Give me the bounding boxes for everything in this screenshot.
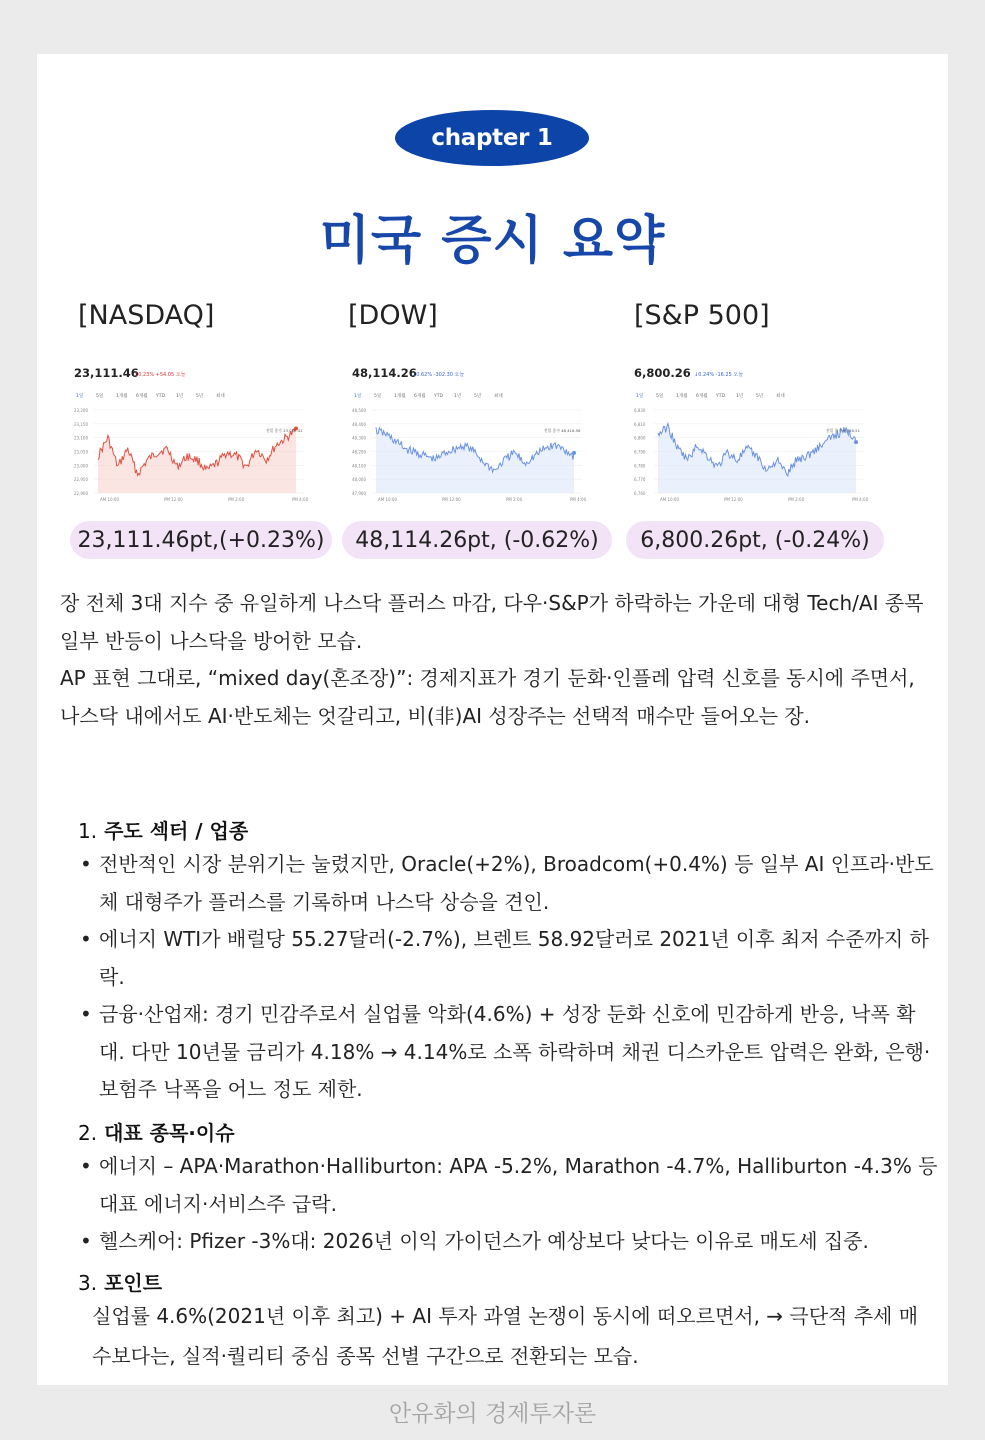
intro-line-2: AP 표현 그대로, “mixed day(혼조장)”: 경제지표가 경기 둔화·인플레 압력 신호를 동시에 주면서, 나스닥 내에서도 AI·반도체는 엇갈리고, 비(非)AI 성장주는 선택적 매수만 들어오는 장. bbox=[60, 666, 915, 728]
chart-y-tick: 6,790 bbox=[634, 449, 646, 455]
chart-tab: 6개월 bbox=[136, 394, 148, 399]
chart-y-tick: 47,900 bbox=[352, 491, 366, 496]
chart-y-tick: 6,770 bbox=[634, 477, 646, 483]
chart-tab: 6개월 bbox=[696, 394, 708, 399]
chart-tab: 최대 bbox=[494, 394, 503, 399]
chart-x-tick: PM 12:00 bbox=[164, 497, 183, 502]
chart-y-tick: 6,800 bbox=[634, 435, 646, 441]
chart-x-tick: PM 2:00 bbox=[506, 497, 523, 502]
list-item bbox=[80, 996, 940, 1109]
chart-area bbox=[376, 427, 574, 493]
chart-y-tick: 22,950 bbox=[74, 477, 88, 483]
chart-x-tick: PM 12:00 bbox=[442, 497, 461, 502]
chart-tab: YTD bbox=[434, 394, 443, 399]
chapter-label: chapter 1 bbox=[431, 125, 553, 151]
dow-caption: 48,114.26pt, (-0.62%) bbox=[342, 521, 612, 559]
section-3-heading bbox=[78, 1267, 162, 1296]
intro-paragraph bbox=[60, 585, 930, 735]
point-text: 실업률 4.6%(2021년 이후 최고) + AI 투자 과열 논쟁이 동시에 떠오르면서, → 극단적 추세 매수보다는, 실적·퀄리티 중심 종목 선별 구간으로 전환되는 모습. bbox=[92, 1304, 919, 1368]
chapter-badge bbox=[395, 110, 589, 166]
footer-brand: 안유화의 경제투자론 bbox=[388, 1401, 597, 1427]
chart-y-tick: 23,100 bbox=[74, 435, 88, 441]
chart-y-tick: 48,500 bbox=[352, 408, 366, 413]
chart-y-tick: 48,300 bbox=[352, 435, 366, 441]
list-item-text: 에너지 – APA·Marathon·Halliburton: APA -5.2%, Marathon -4.7%, Halliburton -4.3% 등 대표 에너지·서비스주 급락. bbox=[99, 1154, 938, 1216]
bullet-icon: • bbox=[80, 852, 92, 876]
chart-tab: 1일 bbox=[76, 394, 84, 399]
section-1-heading bbox=[78, 815, 248, 844]
index-label-nasdaq: [NASDAQ] bbox=[78, 300, 215, 331]
chart-prev-close: 전일 종가 23,057.41 bbox=[266, 428, 303, 433]
chart-y-tick: 48,200 bbox=[352, 449, 366, 455]
chart-x-tick: AM 10:00 bbox=[660, 497, 679, 502]
chart-y-tick: 22,900 bbox=[74, 491, 88, 496]
chart-y-tick: 23,150 bbox=[74, 421, 88, 427]
chart-tab: 1일 bbox=[636, 394, 644, 399]
chart-tab: 5일 bbox=[656, 394, 664, 399]
chart-x-tick: PM 4:00 bbox=[852, 497, 869, 502]
list-item-text: 금융·산업재: 경기 민감주로서 실업률 악화(4.6%) + 성장 둔화 신호에 민감하게 반응, 낙폭 확대. 다만 10년물 금리가 4.18% → 4.14%로 소폭 하락하며 채권 디스카운트 압력은 완화, 은행·보험주 낙폭을 어느 정도 제한. bbox=[99, 1002, 931, 1101]
chart-y-tick: 48,400 bbox=[352, 421, 366, 427]
sp500-chart bbox=[632, 360, 872, 510]
list-item-text: 전반적인 시장 분위기는 눌렸지만, Oracle(+2%), Broadcom(+0.4%) 등 일부 AI 인프라·반도체 대형주가 플러스를 기록하며 나스닥 상승을 견인. bbox=[99, 852, 934, 914]
chart-tab: 5일 bbox=[374, 394, 382, 399]
chart-tab: 1년 bbox=[454, 394, 462, 399]
bullet-icon: • bbox=[80, 927, 92, 951]
chart-prev-close: 전일 종가 48,416.56 bbox=[544, 428, 581, 433]
bullet-icon: • bbox=[80, 1154, 92, 1178]
chart-tab: 1개월 bbox=[116, 394, 128, 399]
chart-x-tick: PM 2:00 bbox=[788, 497, 805, 502]
chart-x-tick: AM 10:00 bbox=[378, 497, 397, 502]
nasdaq-caption: 23,111.46pt,(+0.23%) bbox=[70, 521, 332, 559]
chart-end-dot bbox=[854, 440, 858, 444]
chart-y-tick: 6,810 bbox=[634, 421, 646, 427]
section-3-title: 포인트 bbox=[104, 1271, 163, 1295]
chart-prev-close: 전일 종가 6,816.51 bbox=[826, 428, 860, 433]
page-title: 미국 증시 요약 bbox=[319, 211, 666, 271]
section-1-number: 1. bbox=[78, 819, 98, 843]
nasdaq-chart bbox=[72, 360, 312, 510]
chart-thumbnail bbox=[350, 360, 590, 510]
chart-tab: 1개월 bbox=[394, 394, 406, 399]
chart-change: ↓0.24% -16.25 오늘 bbox=[694, 372, 744, 378]
sp500-caption: 6,800.26pt, (-0.24%) bbox=[626, 521, 884, 559]
chart-tab: 5년 bbox=[756, 394, 764, 399]
chart-y-tick: 23,200 bbox=[74, 408, 88, 413]
chart-tab: 1개월 bbox=[676, 394, 688, 399]
chart-y-tick: 23,050 bbox=[74, 449, 88, 455]
chart-thumbnail bbox=[632, 360, 872, 510]
chart-tab: 최대 bbox=[216, 394, 225, 399]
chart-tab: 1일 bbox=[354, 394, 362, 399]
chart-x-tick: PM 4:00 bbox=[292, 497, 309, 502]
chart-y-tick: 23,000 bbox=[74, 463, 88, 469]
bullet-icon: • bbox=[80, 1229, 92, 1253]
chart-tab: 5년 bbox=[196, 394, 204, 399]
section-2-title: 대표 종목·이슈 bbox=[104, 1121, 235, 1145]
chart-tab: 1년 bbox=[736, 394, 744, 399]
chart-tab: 6개월 bbox=[414, 394, 426, 399]
chart-change: ↑0.23% +54.05 오늘 bbox=[134, 372, 186, 378]
list-item-text: 헬스케어: Pfizer -3%대: 2026년 이익 가이던스가 예상보다 낮다는 이유로 매도세 집중. bbox=[99, 1229, 869, 1253]
chart-tab: 5년 bbox=[474, 394, 482, 399]
index-label-sp500: [S&P 500] bbox=[634, 300, 770, 331]
list-item bbox=[80, 846, 940, 921]
chart-change: ↓0.62% -302.30 오늘 bbox=[412, 372, 465, 378]
chart-end-dot bbox=[572, 451, 576, 455]
list-item bbox=[80, 1223, 940, 1261]
chart-x-tick: PM 4:00 bbox=[570, 497, 587, 502]
bullet-icon: • bbox=[80, 1002, 92, 1026]
chart-y-tick: 6,780 bbox=[634, 463, 646, 469]
section-2-number: 2. bbox=[78, 1121, 98, 1145]
chart-tab: 최대 bbox=[776, 394, 785, 399]
chart-x-tick: PM 2:00 bbox=[228, 497, 245, 502]
section-1-title: 주도 섹터 / 업종 bbox=[104, 819, 249, 843]
chart-y-tick: 6,760 bbox=[634, 491, 646, 496]
chart-value: 6,800.26 bbox=[634, 366, 691, 380]
chart-x-tick: AM 10:00 bbox=[100, 497, 119, 502]
index-label-dow: [DOW] bbox=[348, 300, 438, 331]
chart-x-tick: PM 12:00 bbox=[724, 497, 743, 502]
list-item bbox=[80, 1148, 940, 1223]
chart-thumbnail bbox=[72, 360, 312, 510]
list-item bbox=[80, 921, 940, 996]
chart-value: 23,111.46 bbox=[74, 366, 139, 380]
intro-line-1: 장 전체 3대 지수 중 유일하게 나스닥 플러스 마감, 다우·S&P가 하락하는 가운데 대형 Tech/AI 종목 일부 반등이 나스닥을 방어한 모습. bbox=[60, 591, 924, 653]
chart-y-tick: 6,830 bbox=[634, 408, 646, 413]
section-3-number: 3. bbox=[78, 1271, 98, 1295]
chart-value: 48,114.26 bbox=[352, 366, 417, 380]
chart-tab: 5일 bbox=[96, 394, 104, 399]
section-2-heading bbox=[78, 1117, 235, 1146]
list-item-text: 에너지 WTI가 배럴당 55.27달러(-2.7%), 브렌트 58.92달러로 2021년 이후 최저 수준까지 하락. bbox=[99, 927, 929, 989]
chart-y-tick: 48,000 bbox=[352, 477, 366, 483]
dow-chart bbox=[350, 360, 590, 510]
chart-tab: YTD bbox=[716, 394, 725, 399]
chart-tab: YTD bbox=[156, 394, 165, 399]
chart-y-tick: 48,100 bbox=[352, 463, 366, 469]
chart-tab: 1년 bbox=[176, 394, 184, 399]
